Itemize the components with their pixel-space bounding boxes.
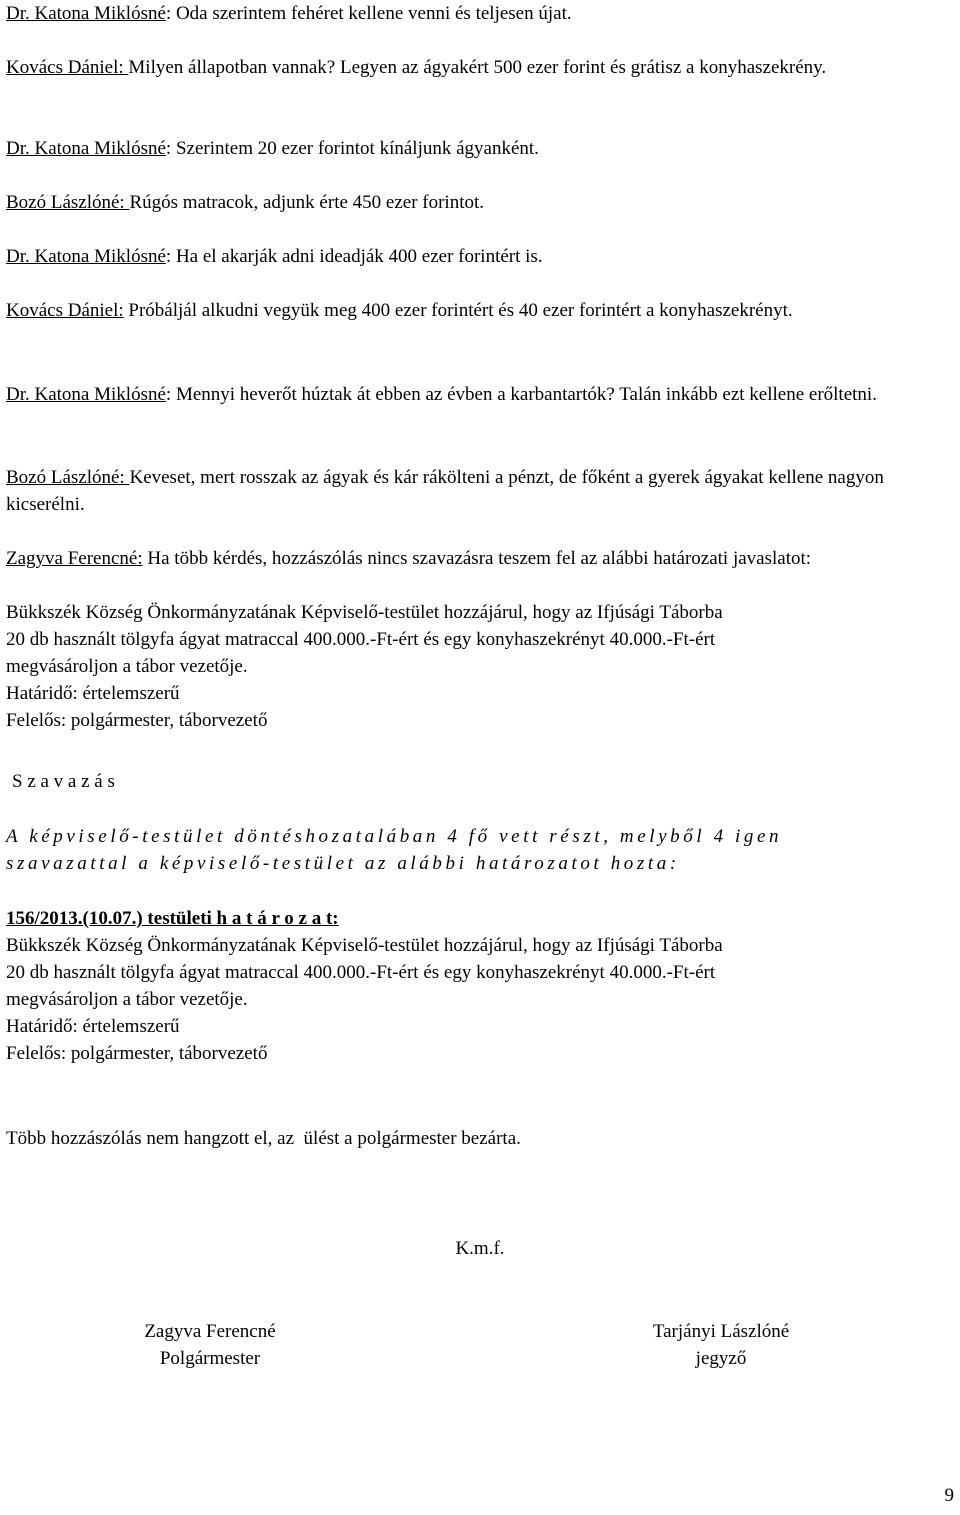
dialogue-text: Oda szerintem fehéret kellene venni és teljesen újat. [171,3,572,24]
proposal-responsible: Felelős: polgármester, táborvezető [6,710,268,731]
page-number: 9 [944,1485,954,1506]
dialogue-text: Mennyi heverőt húztak át ebben az évben a karbantartók? Talán inkább ezt kellene erőltetni. [171,384,877,405]
closing-statement: Több hozzászólás nem hangzott el, az ülést a polgármester bezárta. [6,1128,521,1149]
proposal-deadline: Határidő: értelemszerű [6,683,180,704]
dialogue-6 [6,297,846,324]
proposal-block [6,599,956,734]
dialogue-text: Keveset, mert rosszak az ágyak és kár rákölteni a pénzt, de főként a gyerek ágyakat kellene nagyon kicserélni. [6,467,884,515]
proposal-line: 20 db használt tölgyfa ágyat matraccal 400.000.-Ft-ért és egy konyhaszekrényt 40.000.-Ft-ért [6,629,716,650]
proposal-line: Bükkszék Község Önkormányzatának Képviselő-testület hozzájárul, hogy az Ifjúsági Táborba [6,602,723,623]
proposal-line: megvásároljon a tábor vezetője. [6,656,248,677]
vote-text-line-1: A képviselő-testület döntéshozatalában 4 fő vett részt, melyből 4 igen [6,826,783,847]
speaker-name: Bozó Lászlóné: [6,192,130,213]
dialogue-7 [6,381,951,408]
signature-title: jegyző [695,1348,747,1369]
resolution-heading: 156/2013.(10.07.) testületi h a t á r o z a t: [6,908,339,929]
dialogue-text: Ha el akarják adni ideadják 400 ezer forintért is. [171,246,543,267]
resolution-deadline: Határidő: értelemszerű [6,1016,180,1037]
dialogue-text: Szerintem 20 ezer forintot kínáljunk ágyanként. [171,138,539,159]
signature-left [110,1318,310,1372]
dialogue-9 [6,545,956,572]
vote-heading: S z a v a z á s [12,771,115,792]
kmf-label: K.m.f. [455,1238,505,1259]
speaker-name: Dr. Katona Miklósné [6,384,166,405]
speaker-name: Kovács Dániel: [6,57,129,78]
speaker-sep: : [165,246,172,267]
signature-title: Polgármester [159,1348,261,1369]
resolution-line: megvásároljon a tábor vezetője. [6,989,248,1010]
resolution-block [6,905,956,1067]
speaker-sep: : [165,3,172,24]
dialogue-text: Rúgós matracok, adjunk érte 450 ezer forintot. [129,192,485,213]
speaker-name: Zagyva Ferencné: [6,548,143,569]
speaker-name: Dr. Katona Miklósné [6,138,166,159]
resolution-responsible: Felelős: polgármester, táborvezető [6,1043,268,1064]
speaker-name: Kovács Dániel: [6,300,124,321]
dialogue-text: Milyen állapotban vannak? Legyen az ágyakért 500 ezer forint és grátisz a konyhaszekrény. [128,57,827,78]
resolution-line: 20 db használt tölgyfa ágyat matraccal 400.000.-Ft-ért és egy konyhaszekrényt 40.000.-Ft-ért [6,962,716,983]
resolution-line: Bükkszék Község Önkormányzatának Képviselő-testület hozzájárul, hogy az Ifjúsági Táborba [6,935,723,956]
vote-text-line-2: szavazattal a képviselő-testület az alábbi határozatot hozta: [6,853,680,874]
signature-right [621,1318,821,1372]
speaker-name: Bozó Lászlóné: [6,467,130,488]
signature-name: Tarjányi Lászlóné [652,1321,790,1342]
signature-name: Zagyva Ferencné [144,1321,276,1342]
dialogue-text: Ha több kérdés, hozzászólás nincs szavazásra teszem fel az alábbi határozati javaslatot: [142,548,812,569]
dialogue-8 [6,464,956,518]
dialogue-5 [6,243,956,270]
dialogue-1 [6,0,956,27]
dialogue-4 [6,189,956,216]
speaker-name: Dr. Katona Miklósné [6,246,166,267]
speaker-sep: : [165,138,172,159]
speaker-sep: : [165,384,172,405]
dialogue-text: Próbáljál alkudni vegyük meg 400 ezer forintért és 40 ezer forintért a konyhaszekrényt. [123,300,793,321]
speaker-name: Dr. Katona Miklósné [6,3,166,24]
dialogue-3 [6,135,956,162]
dialogue-2 [6,54,896,81]
